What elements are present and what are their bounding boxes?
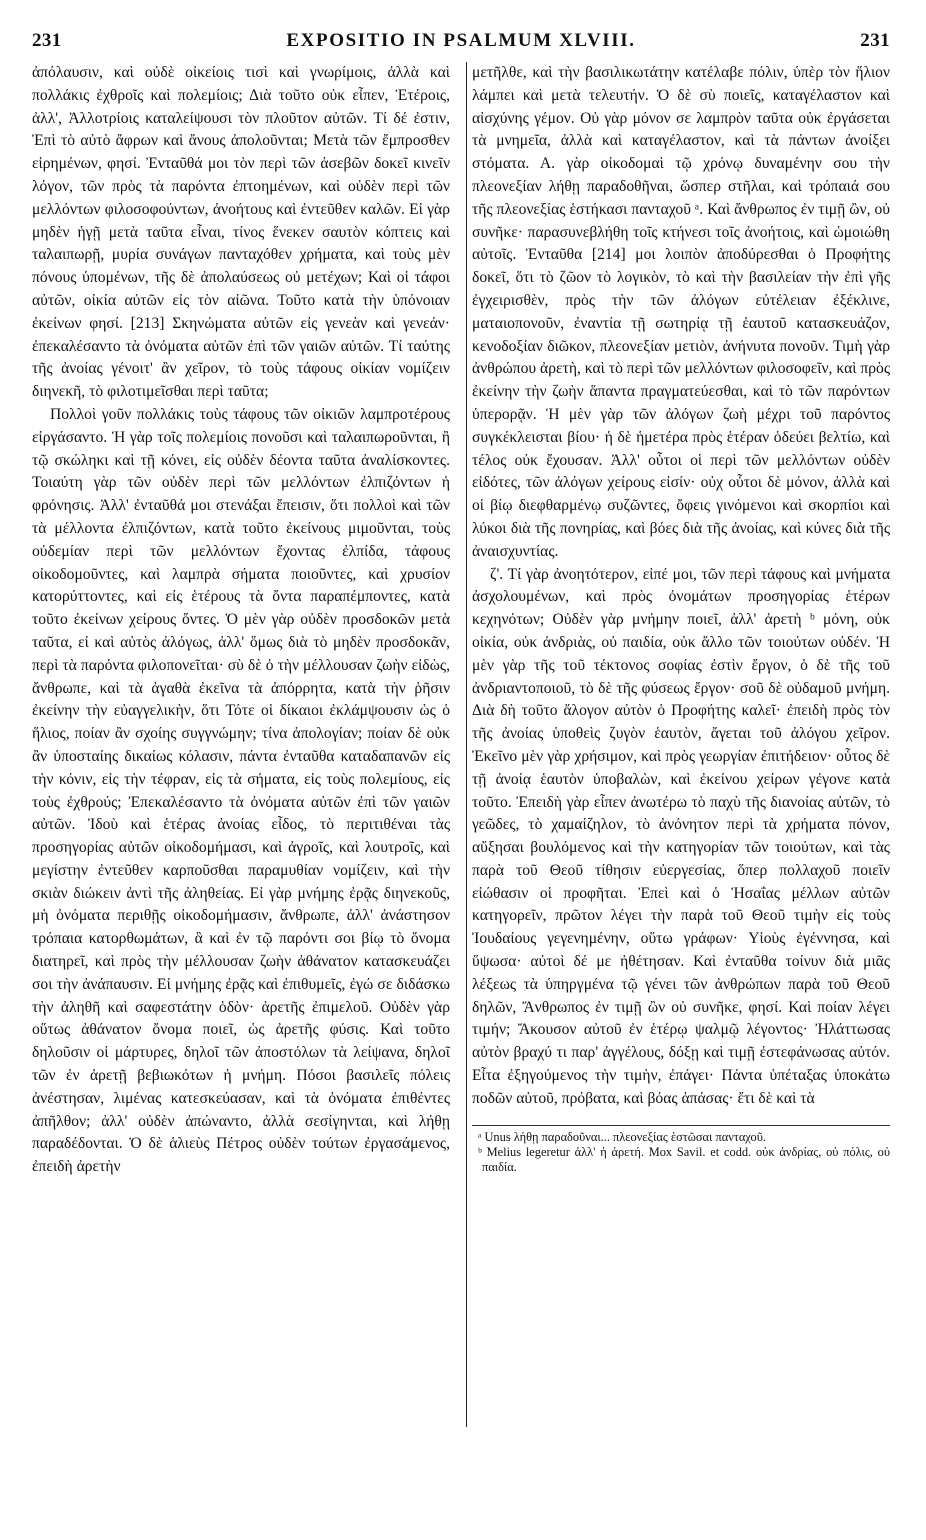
page-number-left: 231 (32, 30, 62, 51)
column-divider (466, 62, 467, 1427)
running-header (32, 30, 890, 56)
left-paragraph-2: Πολλοὶ γοῦν πολλάκις τοὺς τάφους τῶν οἰκιῶν λαμπροτέρους εἰργάσαντο. Ἡ γὰρ τοῖς πολεμίοις πονοῦσι καὶ ταλαιπωροῦνται, ἢ τῷ σκώληκι καὶ τῇ κόνει, εἰς οὐδὲν δέοντα ταῦτα ἀναλίσκοντες. Τοιαύτη γὰρ τῶν οὐδὲν περὶ τῶν μελλόντων ἐλπιζόντων ἡ φρόνησις. Ἀλλ' ἐνταῦθά μοι στενάξαι ἔπεισιν, ὅτι πολλοὶ καὶ τῶν τὰ μέλλοντα ἐλπιζόντων, κατὰ τοῦτο ἐκείνους μιμοῦνται, τοὺς οὐδεμίαν περὶ τῶν μελλόντων ἔχοντας ἐλπίδα, τάφους οἰκοδομοῦντες, καὶ λαμπρὰ σήματα ποιοῦντες, καὶ χρυσίον κατορύττοντες, καὶ εἰς ἑτέρους τὰ ὄντα παραπέμποντες, κατὰ τοῦτο ἐκείνων χείρους ὄντες. Ὁ μὲν γὰρ οὐδὲν προσδοκῶν μετὰ ταῦτα, εἰ καὶ αὐτὸς ἀλόγως, ἀλλ' ὅμως διὰ τὸ μηδὲν προσδοκᾶν, περὶ τὰ παρόντα φιλοπονεῖται· σὺ δὲ ὁ τὴν μέλλουσαν ζωὴν εἰδὼς, ἄνθρωπε, καὶ τὰ ἀγαθὰ ἐκεῖνα τὰ ἀπόρρητα, κατὰ τὴν ῥῆσιν ἐκείνην τὴν εὐαγγελικὴν, ὅτι Τότε οἱ δίκαιοι ἐκλάμψουσιν ὡς ὁ ἥλιος, ποίαν ἂν σχοίης συγγνώμην; τίνα ἀπολογίαν; ποίαν δὲ οὐκ ἂν ὑποσταίης δικαίως κόλασιν, πάντα ἐνταῦθα καταδαπανῶν εἰς τὴν κόνιν, εἰς τὴν τέφραν, εἰς τὰ σήματα, εἰς τοὺς πολεμίους, εἰς τοὺς ἐχθρούς; Ἐπεκαλέσαντο τὰ ὀνόματα αὐτῶν ἐπὶ τῶν γαιῶν αὐτῶν. Ἰδοὺ καὶ ἑτέρας ἀνοίας εἶδος, τὸ περιτιθέναι τὰς προσηγορίας αὐτῶν οἰκοδομήμασι, καὶ ἀγροῖς, καὶ λουτροῖς, καὶ μεγίστην ἐντεῦθεν καρποῦσθαι παραμυθίαν νομίζειν, καὶ τὴν σκιὰν διώκειν ἀντὶ τῆς ἀληθείας. Εἰ γὰρ μνήμης ἐρᾷς διηνεκοῦς, μὴ ὀνόματα περιθῇς οἰκοδομήμασιν, ἄνθρωπε, ἀλλ' ἀνάστησον τρόπαια κατορθωμάτων, ἃ καὶ ἐν τῷ παρόντι σοι βίῳ τὸ ὄνομα διατηρεῖ, καὶ πρὸς τὴν μέλλουσαν ζωὴν ἀθάνατον κατασκευάζει σοι τὴν ἀνάπαυσιν. Εἰ μνήμης ἐρᾷς καὶ ἐπιθυμεῖς, ἐγώ σε διδάσκω τὴν ἀληθῆ καὶ σαφεστάτην ὁδὸν· ἀρετῆς ἐπιμελοῦ. Οὐδὲν γὰρ οὕτως ἀθάνατον ὄνομα ποιεῖ, ὡς ἀρετῆς φύσις. Καὶ τοῦτο δηλοῦσιν οἱ μάρτυρες, δηλοῖ τῶν ἀποστόλων τὰ λείψανα, δηλοῖ τῶν ἐν ἀρετῇ βεβιωκότων ἡ μνήμη. Πόσοι βασιλεῖς πόλεις ἀνέστησαν, λιμένας κατεσκεύασαν, καὶ τὰ ὀνόματα ἐπιθέντες ἀπῆλθον; ἀλλ' οὐδὲν ἀπώναντο, ἀλλὰ σεσίγηνται, καὶ λήθῃ παραδέδονται. Ὁ δὲ ἁλιεὺς Πέτρος οὐδὲν τούτων ἐργασάμενος, ἐπειδὴ ἀρετὴν (32, 405, 450, 1176)
footnotes (472, 1125, 890, 1176)
right-column (472, 62, 890, 1179)
right-paragraph-2: ζ'. Τί γὰρ ἀνοητότερον, εἰπέ μοι, τῶν περὶ τάφους καὶ μνήματα ἀσχολουμένων, καὶ πρὸς ὀνομάτων προσηγορίας ἑτέρων κεχηνότων; Οὐδὲν γὰρ μνήμην ποιεῖ, ἀλλ' ἀρετὴ ᵇ μόνη, οὐκ οἰκία, οὐκ ἀνδριὰς, οὐ παιδία, οὐκ ἄλλο τῶν τοιούτων οὐδέν. Ἡ μὲν γὰρ τῆς τοῦ τέκτονος σοφίας ἐστὶν ἔργον, ὁ δὲ τῆς τοῦ ἀνδριαντοποιοῦ, τὸ δὲ τῆς φύσεως ἔργον· σοῦ δὲ οὐδαμοῦ μνήμη. Διὰ δὴ τοῦτο ἄλογον αὐτὸν ὁ Προφήτης καλεῖ· ἐπειδὴ πρὸς τὸν τῆς ἀνοίας ὑποθεὶς ζυγὸν ἑαυτὸν, ἄγεται τοῦ ἀλόγου χεῖρον. Ἐκεῖνο μὲν γὰρ χρήσιμον, καὶ πρὸς γεωργίαν ἐπιτήδειον· οὗτος δὲ τῇ ἀνοίᾳ ἑαυτὸν ὑποβαλὼν, καὶ ἐκείνου χείρων γέγονε κατὰ τοῦτο. Ἐπειδὴ γὰρ εἶπεν ἀνωτέρω τὸ παχὺ τῆς διανοίας αὐτῶν, τὸ γεῶδες, τὸ χαμαίζηλον, τὸ ἀνόνητον περὶ τὰ χρήματα πόνον, αὔξησαι βουλόμενος καὶ τὴν κατηγορίαν τῶν τοιούτων, καὶ τὰς παρὰ τοῦ Θεοῦ τίθησιν εὐεργεσίας, ὅπερ πολλαχοῦ ποιεῖν εἰώθασιν οἱ προφῆται. Ἐπεὶ καὶ ὁ Ἡσαΐας μέλλων αὐτῶν κατηγορεῖν, πρῶτον λέγει τὴν παρὰ τοῦ Θεοῦ τιμὴν εἰς τοὺς Ἰουδαίους γεγενημένην, οὕτω γράφων· Υἱοὺς ἐγέννησα, καὶ ὕψωσα· αὐτοὶ δέ με ἠθέτησαν. Καὶ ἐνταῦθα τοίνυν διὰ μιᾶς λέξεως τὰ ὑπηργμένα τῷ γένει τῶν ἀνθρώπων παρὰ τοῦ Θεοῦ δηλῶν, Ἄνθρωπος ἐν τιμῇ ὢν οὐ συνῆκε, φησί. Καὶ ποίαν λέγει τιμήν; Ἄκουσον αὐτοῦ ἐν ἑτέρῳ ψαλμῷ λέγοντος· Ἠλάττωσας αὐτὸν βραχύ τι παρ' ἀγγέλους, δόξῃ καὶ τιμῇ ἐστεφάνωσας αὐτόν. Εἶτα ἐξηγούμενος τὴν τιμὴν, ἐπάγει· Πάντα ὑπέταξας ὑποκάτω ποδῶν αὐτοῦ, πρόβατα, καὶ βόας ἁπάσας· ἔτι δὲ καὶ τὰ (472, 565, 890, 1107)
text-columns (32, 62, 890, 1179)
left-paragraph-1: ἀπόλαυσιν, καὶ οὐδὲ οἰκείοις τισὶ καὶ γνωρίμοις, ἀλλὰ καὶ πολλάκις ἐχθροῖς καὶ πολεμίοις; Διὰ τοῦτο οὐκ εἶπεν, Ἑτέροις, ἀλλ', Ἀλλοτρίοις καταλείψουσι τὸν πλοῦτον αὐτῶν. Τί δέ ἐστιν, Ἐπὶ τὸ αὐτὸ ἄφρων καὶ ἄνους ἀπολοῦνται; Μετὰ τῶν ἔμπροσθεν εἰρημένων, φησί. Ἐνταῦθά μοι τὸν περὶ τῶν ἀσεβῶν δοκεῖ κινεῖν λόγον, τῶν πρὸς τὰ παρόντα ἐπτοημένων, καὶ οὐδὲν περὶ τῶν μελλόντων φιλοσοφούντων, ἀνοήτους καὶ ἐντεῦθεν καλῶν. Εἰ γὰρ μηδὲν ἡγῇ μετὰ ταῦτα εἶναι, τίνος ἕνεκεν σαυτὸν κόπτεις καὶ ταλαιπωρῇ, μυρία συνάγων πανταχόθεν χρήματα, καὶ τοὺς μὲν πόνους ὑπομένων, τῆς δὲ ἀπολαύσεως οὐ μετέχων; Καὶ οἱ τάφοι αὐτῶν, οἰκία αὐτῶν εἰς τὸν αἰῶνα. Τοῦτο κατὰ τὴν ὑπόνοιαν ἐκείνων φησί. [213] Σκηνώματα αὐτῶν εἰς γενεὰν καὶ γενεάν· ἐπεκαλέσαντο τὰ ὀνόματα αὐτῶν ἐπὶ τῶν γαιῶν αὐτῶν. Τί ταύτης τῆς ἀνοίας γένοιτ' ἂν χεῖρον, τὸ τοὺς τάφους οἰκίαν νομίζειν διηνεκῆ, τὸ φιλοτιμεῖσθαι περὶ ταῦτα; (32, 64, 450, 401)
right-paragraph-1: μετῆλθε, καὶ τὴν βασιλικωτάτην κατέλαβε πόλιν, ὑπὲρ τὸν ἥλιον λάμπει καὶ μετὰ τελευτήν. Ὁ δὲ σὺ ποιεῖς, καταγέλαστον καὶ αἰσχύνης γέμον. Οὐ γὰρ μόνον σε λαμπρὸν ταῦτα οὐκ ἐργάσεται τὰ μνημεῖα, ἀλλὰ καὶ καταγέλαστον, καὶ τὰ πάντων ἀνοίξει στόματα. Α. γὰρ οἰκοδομαὶ τῷ χρόνῳ δυναμένην σου τὴν πλεονεξίαν λήθῃ παραδοθῆναι, ὥσπερ στῆλαι, καὶ τρόπαιά σου τῆς πλεονεξίας ἑστήκασι πανταχοῦ ᵃ. Καὶ ἄνθρωπος ἐν τιμῇ ὢν, οὐ συνῆκε· παρασυνεβλήθη τοῖς κτήνεσι τοῖς ἀνοήτοις, καὶ ὡμοιώθη αὐτοῖς. Ἐνταῦθα [214] μοι λοιπὸν ἀποδύρεσθαι ὁ Προφήτης δοκεῖ, ὅτι τὸ ζῶον τὸ λογικὸν, τὸ καὶ τὴν βασιλείαν τὴν ἐπὶ γῆς ἐγχειρισθὲν, πρὸς τὴν τῶν ἀλόγων εὐτέλειαν ἐξέκλινε, ματαιοπονοῦν, ἐναντία τῇ σωτηρίᾳ τῇ ἑαυτοῦ κατασκευάζον, κενοδοξίαν διῶκον, πλεονεξίαν μετιὸν, ἀνήνυτα πονοῦν. Τιμὴ γὰρ ἀνθρώπου ἀρετὴ, καὶ τὸ περὶ τῶν μελλόντων φιλοσοφεῖν, καὶ πρὸς ἐκείνην τὴν ζωὴν ἅπαντα πραγματεύεσθαι, καὶ τὸ τῶν παρόντων ὑπερορᾷν. Ἡ μὲν γὰρ τῶν ἀλόγων ζωὴ μέχρι τοῦ παρόντος συγκέκλεισται βίου· ἡ δὲ ἡμετέρα πρὸς ἑτέραν ὁδεύει βελτίω, καὶ τέλος οὐκ ἔχουσαν. Ἀλλ' οὗτοι οἱ περὶ τῶν μελλόντων οὐδὲν εἰδότες, τῶν ἀλόγων χείρους εἰσίν· οὐχ οὗτοι δὲ μόνον, ἀλλὰ καὶ οἱ βίῳ διεφθαρμένῳ συζῶντες, ὄφεις γινόμενοι καὶ σκορπίοι καὶ λύκοι διὰ τῆς πονηρίας, καὶ βόες διὰ τῆς ἀνοίας, καὶ κύνες διὰ τῆς ἀναισχυντίας. (472, 64, 890, 560)
running-title: EXPOSITIO IN PSALMUM XLVIII. (286, 30, 636, 51)
footnote-a: ᵃ Unus λήθῃ παραδοῦναι... πλεονεξίας ἑστῶσαι πανταχοῦ. (478, 1129, 766, 1144)
page-number-right: 231 (860, 30, 890, 51)
footnote-b: ᵇ Melius legeretur ἀλλ' ἡ ἀρετή. Mox Savil. et codd. οὐκ ἀνδρίας, οὐ πόλις, οὐ παιδία. (478, 1145, 890, 1175)
left-column (32, 62, 450, 1179)
